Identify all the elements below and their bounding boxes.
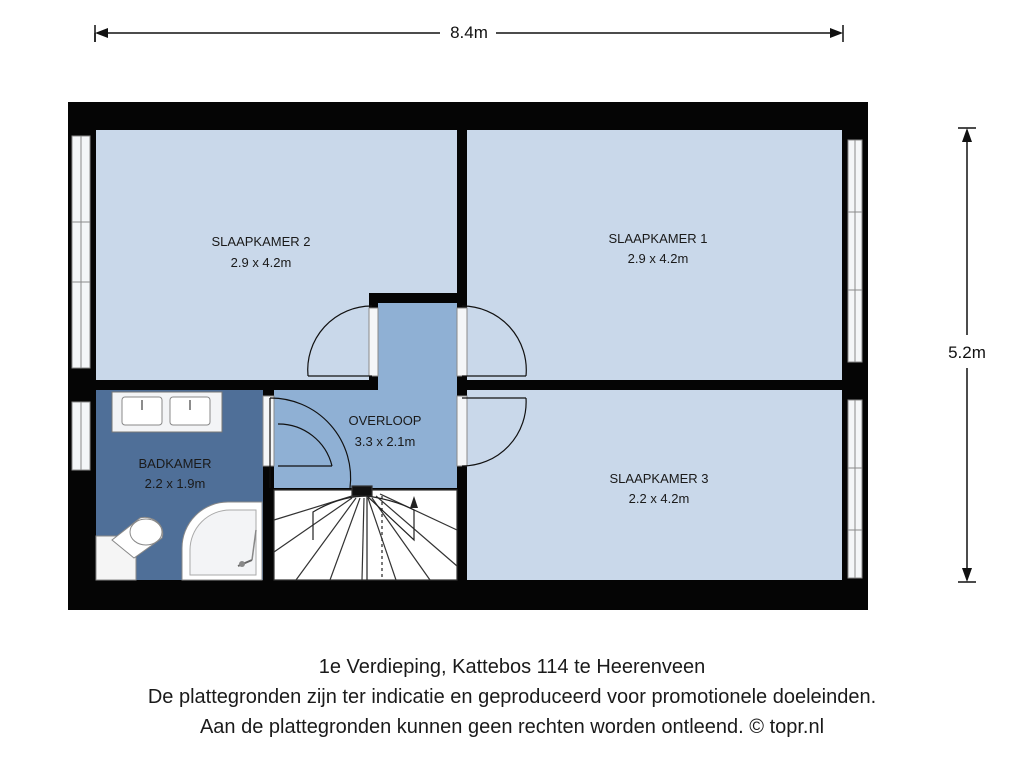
room-size: 2.9 x 4.2m (230, 255, 292, 270)
double-sink (112, 392, 222, 432)
staircase (274, 486, 457, 580)
caption-disclaimer-rights: Aan de plattegronden kunnen geen rechten worden ontleend. © topr.nl (199, 716, 825, 738)
room-size: 2.2 x 1.9m (144, 476, 206, 491)
room-size: 2.9 x 4.2m (627, 251, 689, 266)
room-name: SLAAPKAMER 3 (609, 471, 709, 486)
window (72, 402, 90, 470)
room-size: 2.2 x 4.2m (628, 491, 690, 506)
caption-floor-address: 1e Verdieping, Kattebos 114 te Heerenveen (318, 656, 706, 678)
window (72, 136, 90, 368)
window (848, 140, 862, 362)
window (848, 400, 862, 578)
caption-disclaimer-indication: De plattegronden zijn ter indicatie en geproduceerd voor promotionele doeleinden. (147, 686, 877, 708)
room-name: OVERLOOP (348, 413, 422, 428)
room-name: BADKAMER (138, 456, 212, 471)
height-dimension-label: 5.2m (948, 343, 986, 362)
width-dimension-label: 8.4m (450, 23, 488, 42)
floor-caption (0, 652, 1024, 742)
room-name: SLAAPKAMER 2 (211, 234, 311, 249)
room-size: 3.3 x 2.1m (354, 434, 416, 449)
room-name: SLAAPKAMER 1 (608, 231, 708, 246)
